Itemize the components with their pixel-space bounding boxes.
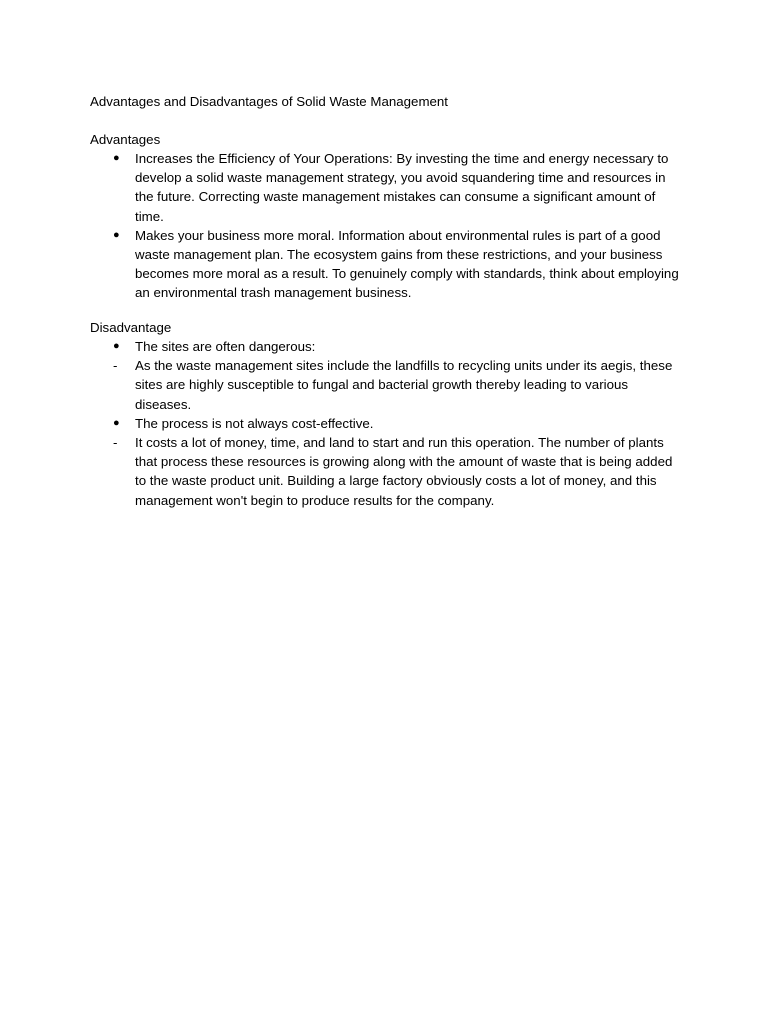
- dash-icon: -: [113, 358, 118, 374]
- list-item: [0, 433, 768, 510]
- bullet-icon: ●: [113, 340, 120, 352]
- disadvantages-heading: Disadvantage: [90, 320, 172, 335]
- list-item-text: It costs a lot of money, time, and land to start and run this operation. The number of plants that process these resources is growing along with the amount of waste that is being added to the waste product unit. Building a large factory obviously costs a lot of money, and this management won't begin to produce results for the company.: [135, 435, 673, 508]
- list-item: [0, 337, 768, 356]
- list-item-text: Makes your business more moral. Information about environmental rules is part of a good waste management plan. The ecosystem gains from these restrictions, and your business becomes more moral as a result. To genuinely comply with standards, think about employing an environmental trash management business.: [135, 227, 679, 301]
- list-item: [0, 149, 768, 226]
- document-title: Advantages and Disadvantages of Solid Waste Management: [90, 94, 449, 109]
- bullet-icon: ●: [113, 416, 120, 429]
- disadvantages-list: [0, 337, 768, 510]
- advantages-list: [0, 149, 768, 303]
- bullet-icon: ●: [113, 228, 120, 241]
- list-item-text: The process is not always cost-effective.: [135, 415, 374, 431]
- dash-icon: -: [113, 435, 118, 451]
- list-item-text: The sites are often dangerous:: [135, 339, 316, 354]
- list-item: [0, 226, 768, 303]
- bullet-icon: ●: [113, 152, 120, 164]
- list-item-text: Increases the Efficiency of Your Operations: By investing the time and energy necessary to develop a solid waste management strategy, you avoid squandering time and resources in the future. Correcting waste management mistakes can consume a significant amount of time.: [135, 151, 669, 224]
- advantages-heading: Advantages: [90, 132, 161, 147]
- list-item: [0, 414, 768, 433]
- list-item-text: As the waste management sites include the landfills to recycling units under its aegis, these sites are highly susceptible to fungal and bacterial growth thereby leading to various diseases.: [135, 358, 673, 412]
- list-item: [0, 356, 768, 414]
